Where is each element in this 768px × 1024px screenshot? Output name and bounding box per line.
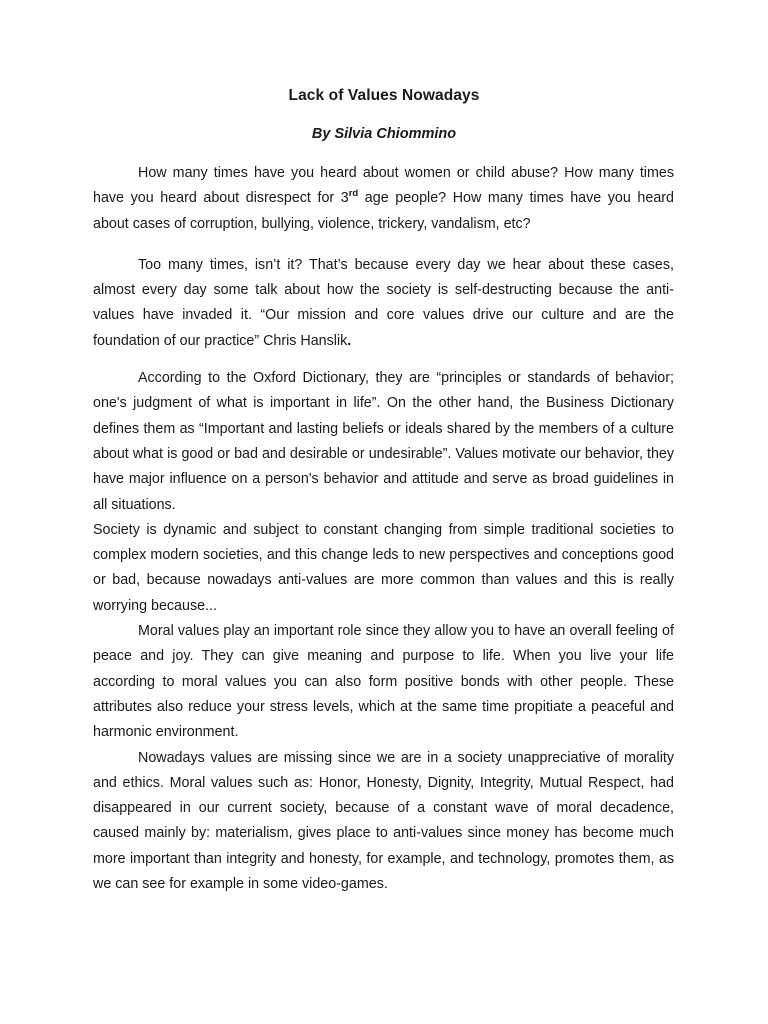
paragraph-1-text-b: age people? How many times have you heard about cases of corruption, bullying, violence, trickery, vandalism, etc? [93, 190, 674, 232]
paragraph-1 [93, 161, 674, 237]
paragraph-2 [93, 253, 674, 354]
paragraph-5: Moral values play an important role since they allow you to have an overall feeling of peace and joy. They can give meaning and purpose to life. When you live your life according to moral values you can also form positive bonds with other people. These attributes also reduce your stress levels, which at the same time propitiate a peaceful and harmonic environment. [93, 623, 674, 741]
document-title: Lack of Values Nowadays [288, 87, 480, 104]
document-body [93, 161, 674, 897]
paragraph-2-text: Too many times, isn’t it? That’s because every day we hear about these cases, almost every day some talk about how the society is self-destructing because the anti-values have invaded it. “Our mission and core values drive our culture and are the foundation of our practice” Chris Hanslik [93, 256, 674, 349]
paragraph-4: Society is dynamic and subject to constant changing from simple traditional societies to complex modern societies, and this change leds to new perspectives and conceptions good or bad, because nowadays anti-values are more common than values and this is really worrying because... [93, 521, 674, 614]
paragraph-2-period: . [347, 332, 352, 349]
paragraph-6: Nowadays values are missing since we are in a society unappreciative of morality and ethics. Moral values such as: Honor, Honesty, Dignity, Integrity, Mutual Respect, had disappeared in our current society, because of a constant wave of moral decadence, caused mainly by: materialism, gives place to anti-values since money has become much more important than integrity and honesty, for example, and technology, promotes them, as we can see for example in some video-games. [93, 749, 674, 893]
paragraph-1-text-a: How many times have you heard about women or child abuse? How many times have you heard about disrespect for 3 [93, 165, 674, 207]
paragraph-3: According to the Oxford Dictionary, they are “principles or standards of behavior; one's judgment of what is important in life”. On the other hand, the Business Dictionary defines them as “Important and lasting beliefs or ideals shared by the members of a culture about what is good or bad and desirable or undesirable”. Values motivate our behavior, they have major influence on a person's behavior and attitude and serve as broad guidelines in all situations. [93, 370, 674, 513]
ordinal-superscript: rd [348, 188, 359, 200]
author-byline: By Silvia Chiommino [311, 126, 457, 142]
